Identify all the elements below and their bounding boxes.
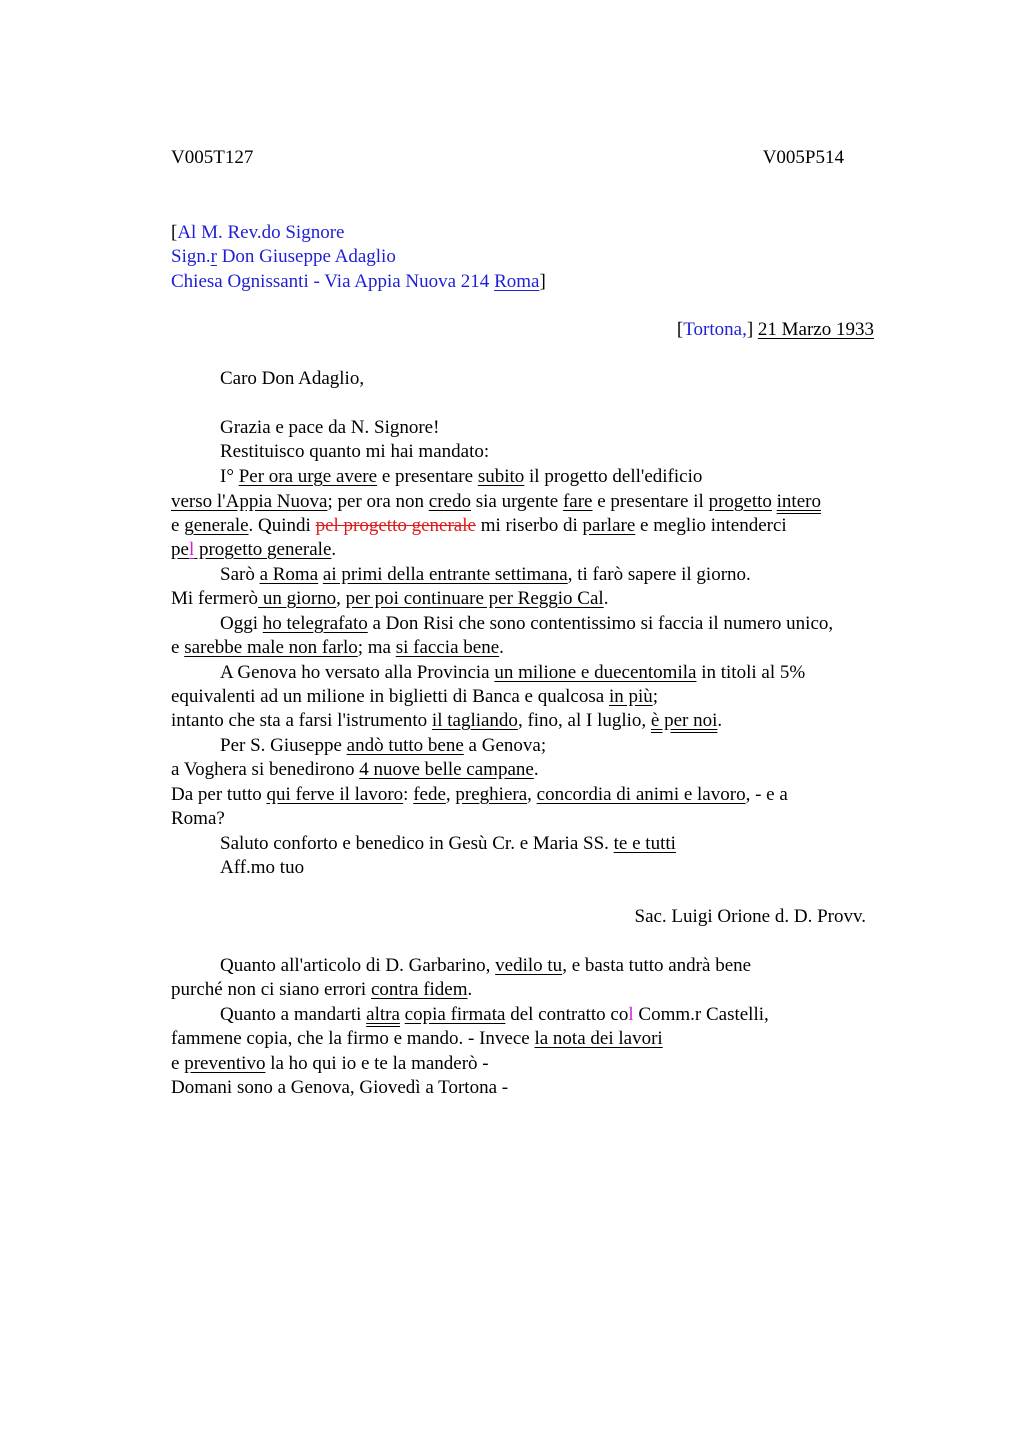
p3-line-2: e sarebbe male non farlo; ma si faccia bene. — [171, 637, 504, 658]
ps3-line: Domani sono a Genova, Giovedì a Tortona - — [171, 1077, 509, 1098]
paragraph-grazia: Grazia e pace da N. Signore! — [220, 417, 440, 438]
ps2-line-3: e preventivo la ho qui io e te la manderò - — [171, 1053, 489, 1074]
ps2-line-1: Quanto a mandarti altra copia firmata del contratto col Comm.r Castelli, — [220, 1004, 769, 1025]
p6-line-1: Da per tutto qui ferve il lavoro: fede, preghiera, concordia di animi e lavoro, - e a — [171, 784, 788, 805]
paragraph-restituisco: Restituisco quanto mi hai mandato: — [220, 441, 490, 462]
address-line-2: Sign.r Don Giuseppe Adaglio — [171, 246, 396, 267]
ps2-line-2: fammene copia, che la firmo e mando. - Invece la nota dei lavori — [171, 1028, 663, 1049]
p1-line-1: I° Per ora urge avere e presentare subito il progetto dell'edificio — [220, 466, 703, 487]
ps1-line-2: purché non ci siano errori contra fidem. — [171, 979, 473, 1000]
document-code-right: V005P514 — [762, 147, 844, 168]
signature: Sac. Luigi Orione d. D. Provv. — [634, 906, 866, 927]
document-code-left: V005T127 — [171, 147, 254, 168]
p6-line-2: Roma? — [171, 808, 225, 829]
p5-line-2: a Voghera si benedirono 4 nuove belle campane. — [171, 759, 539, 780]
inserted-letter: l — [188, 539, 195, 560]
address-line-3: Chiesa Ognissanti - Via Appia Nuova 214 Roma] — [171, 271, 546, 292]
address-line-1: [Al M. Rev.do Signore — [171, 222, 345, 243]
p1-line-2: verso l'Appia Nuova; per ora non credo sia urgente fare e presentare il progetto intero — [171, 491, 821, 512]
p5-line-1: Per S. Giuseppe andò tutto bene a Genova; — [220, 735, 547, 756]
dateline: [Tortona,] 21 Marzo 1933 — [676, 319, 874, 340]
p2-line-2: Mi fermerò un giorno, per poi continuare per Reggio Cal. — [171, 588, 609, 609]
bracket-close: ] — [539, 271, 546, 292]
p4-line-3: intanto che sta a farsi l'istrumento il tagliando, fino, al I luglio, è per noi. — [171, 710, 723, 731]
p1-line-3: e generale. Quindi pel progetto generale mi riserbo di parlare e meglio intenderci — [171, 515, 787, 536]
p4-line-2: equivalenti ad un milione in biglietti di Banca e qualcosa in più; — [171, 686, 659, 707]
p4-line-1: A Genova ho versato alla Provincia un milione e duecentomila in titoli al 5% — [220, 662, 806, 683]
closing: Aff.mo tuo — [220, 857, 305, 878]
p2-line-1: Sarò a Roma ai primi della entrante settimana, ti farò sapere il giorno. — [220, 564, 751, 585]
greeting: Caro Don Adaglio, — [220, 368, 365, 389]
ps1-line-1: Quanto all'articolo di D. Garbarino, vedilo tu, e basta tutto andrà bene — [220, 955, 752, 976]
bracket-open: [ — [171, 222, 178, 243]
p7-line-1: Saluto conforto e benedico in Gesù Cr. e Maria SS. te e tutti — [220, 833, 676, 854]
p1-line-4: pel progetto generale. — [171, 539, 337, 560]
struck-text: pel progetto generale — [315, 515, 476, 536]
p3-line-1: Oggi ho telegrafato a Don Risi che sono contentissimo si faccia il numero unico, — [220, 613, 834, 634]
inserted-letter-2: l — [628, 1004, 634, 1025]
